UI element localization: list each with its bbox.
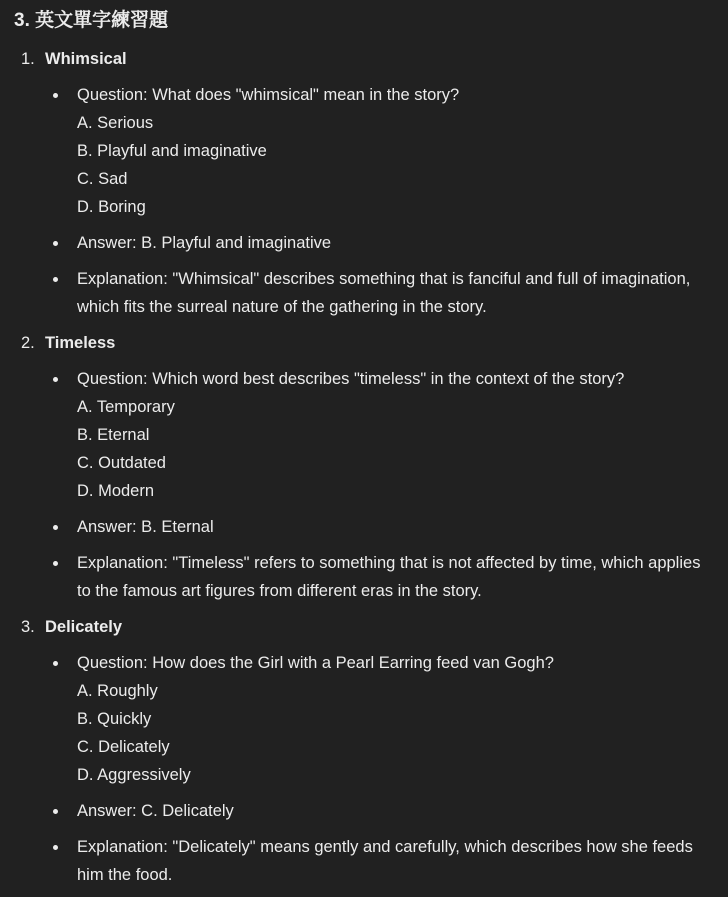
explanation-item <box>0 549 728 605</box>
question-item <box>0 365 728 505</box>
word-number: 1. <box>21 50 35 68</box>
bullet-icon <box>53 377 58 382</box>
option-a: A. Roughly <box>77 682 158 700</box>
word-number: 2. <box>21 334 35 352</box>
option-b: B. Quickly <box>77 710 152 728</box>
answer-text: Answer: C. Delicately <box>77 802 234 820</box>
answer-text: Answer: B. Eternal <box>77 518 214 536</box>
bullet-icon <box>53 661 58 666</box>
answer-item <box>0 513 728 541</box>
word-item-whimsical <box>0 45 728 321</box>
answer-item <box>0 797 728 825</box>
bullet-icon <box>53 93 58 98</box>
word-item-delicately <box>0 613 728 889</box>
option-d: D. Modern <box>77 482 155 500</box>
explanation-text: Explanation: "Timeless" refers to something that is not affected by time, which applies to the famous art figures from different eras in the story. <box>77 554 701 600</box>
bullet-icon <box>53 809 58 814</box>
question-text: Question: What does "whimsical" mean in the story? <box>77 86 460 104</box>
explanation-text: Explanation: "Delicately" means gently and carefully, which describes how she feeds him the food. <box>77 838 693 884</box>
detail-list <box>0 649 728 889</box>
option-a: A. Temporary <box>77 398 175 416</box>
explanation-item <box>0 833 728 889</box>
detail-list <box>0 81 728 321</box>
word-header <box>0 329 728 357</box>
answer-item <box>0 229 728 257</box>
answer-text: Answer: B. Playful and imaginative <box>77 234 332 252</box>
option-c: C. Sad <box>77 170 128 188</box>
explanation-text: Explanation: "Whimsical" describes something that is fanciful and full of imagination, which fits the surreal nature of the gathering in the story. <box>77 270 691 316</box>
bullet-icon <box>53 845 58 850</box>
word-list <box>0 45 728 897</box>
option-d: D. Boring <box>77 198 146 216</box>
bullet-icon <box>53 561 58 566</box>
question-item <box>0 649 728 789</box>
word-header <box>0 45 728 73</box>
question-text: Question: Which word best describes "timeless" in the context of the story? <box>77 370 625 388</box>
word-number: 3. <box>21 618 35 636</box>
word-title: Delicately <box>45 618 123 636</box>
bullet-icon <box>53 241 58 246</box>
section-heading: 3. 英文單字練習題 <box>14 10 169 31</box>
option-a: A. Serious <box>77 114 154 132</box>
word-item-timeless <box>0 329 728 605</box>
option-b: B. Eternal <box>77 426 150 444</box>
bullet-icon <box>53 277 58 282</box>
option-b: B. Playful and imaginative <box>77 142 267 160</box>
explanation-item <box>0 265 728 321</box>
option-c: C. Delicately <box>77 738 170 756</box>
question-item <box>0 81 728 221</box>
word-title: Timeless <box>45 334 116 352</box>
bullet-icon <box>53 525 58 530</box>
question-text: Question: How does the Girl with a Pearl Earring feed van Gogh? <box>77 654 554 672</box>
word-title: Whimsical <box>45 50 127 68</box>
option-d: D. Aggressively <box>77 766 191 784</box>
option-c: C. Outdated <box>77 454 166 472</box>
detail-list <box>0 365 728 605</box>
word-header <box>0 613 728 641</box>
